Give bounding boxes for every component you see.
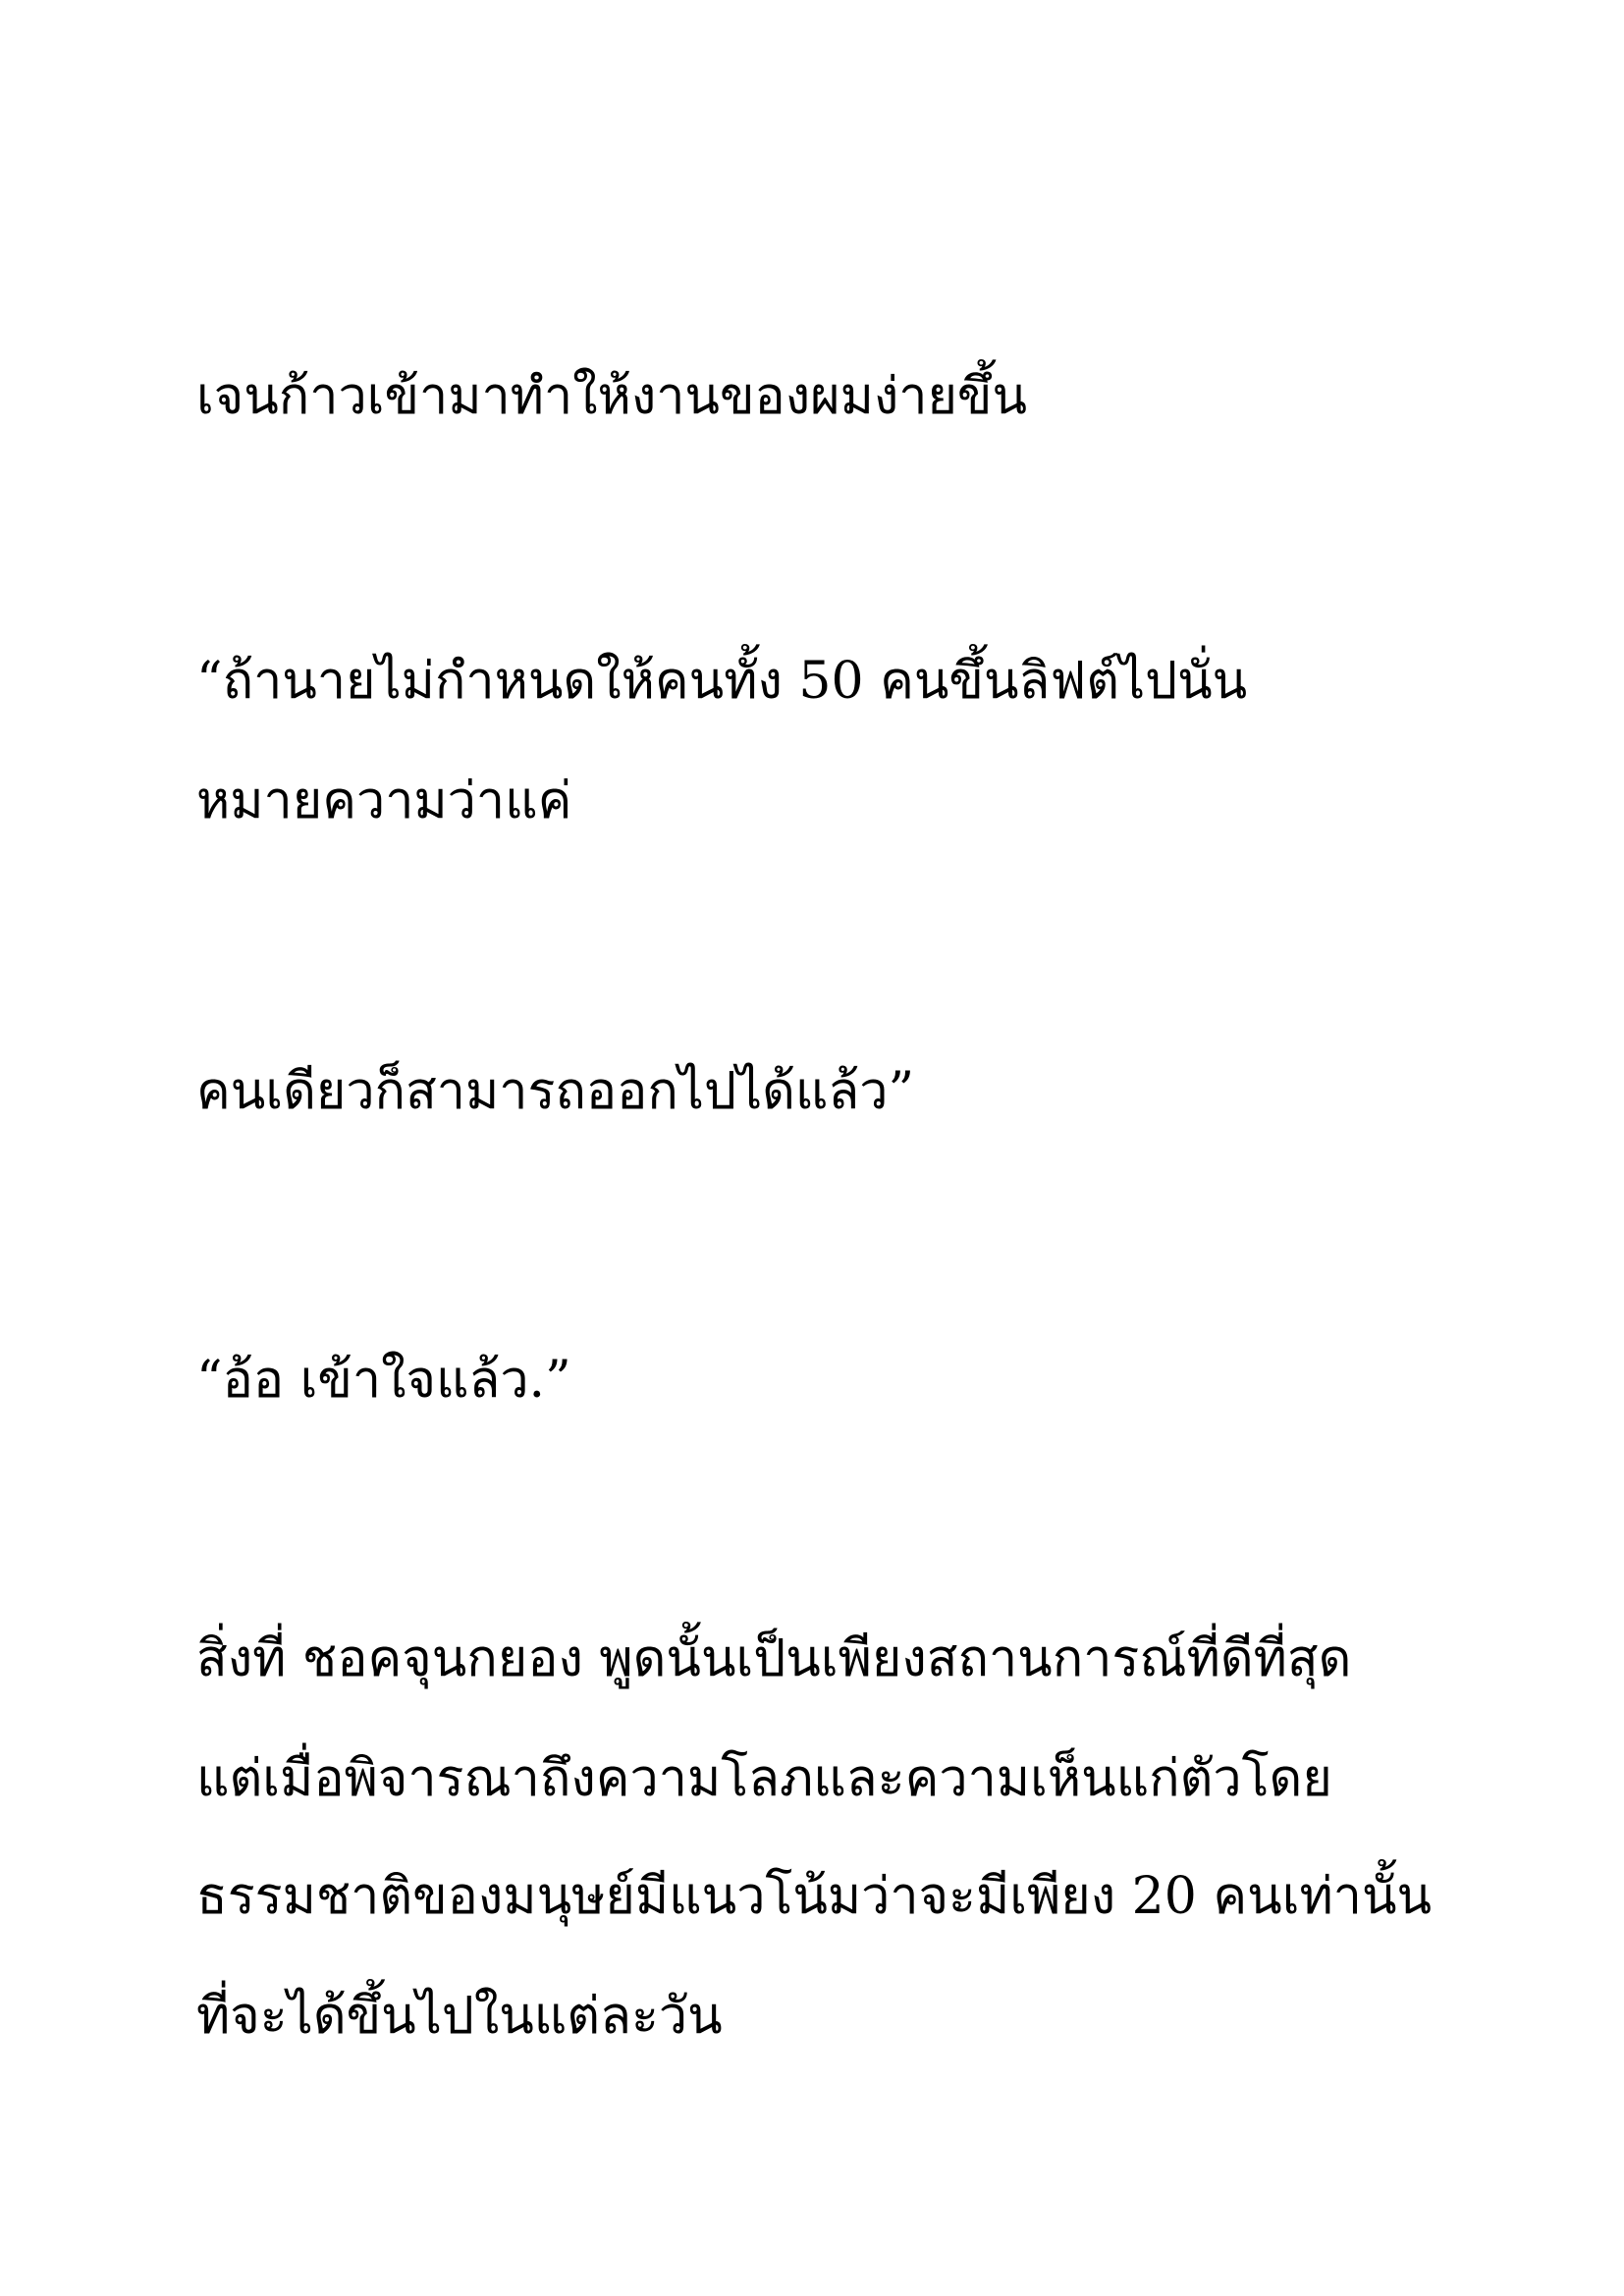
paragraph-line: แต่เมื่อพิจารณาถึงความโลภและความเห็นแก่ตัวโดย bbox=[196, 1749, 1332, 1808]
paragraph-line: ธรรมชาติของมนุษย์มีแนวโน้มว่าจะมีเพียง 20 คนเท่านั้น bbox=[196, 1867, 1433, 1926]
paragraph-line: ที่จะได้ขึ้นไปในแต่ละวัน bbox=[196, 1987, 723, 2046]
paragraph-line: หมายความว่าแค่ bbox=[196, 772, 572, 830]
paragraph-line: “ถ้านายไม่กำหนดให้คนทั้ง 50 คนขึ้นลิฟต์ไปนั่น bbox=[196, 652, 1248, 711]
paragraph-line: สิ่งที่ ชอคจุนกยอง พูดนั้นเป็นเพียงสถานการณ์ที่ดีที่สุด bbox=[196, 1629, 1352, 1688]
paragraph-line: เจนก้าวเข้ามาทำให้งานของผมง่ายขึ้น bbox=[196, 367, 1028, 426]
paragraph-line: “อ้อ เข้าใจแล้ว.” bbox=[196, 1351, 571, 1410]
paragraph-line: คนเดียวก็สามารถออกไปได้แล้ว” bbox=[196, 1062, 915, 1121]
